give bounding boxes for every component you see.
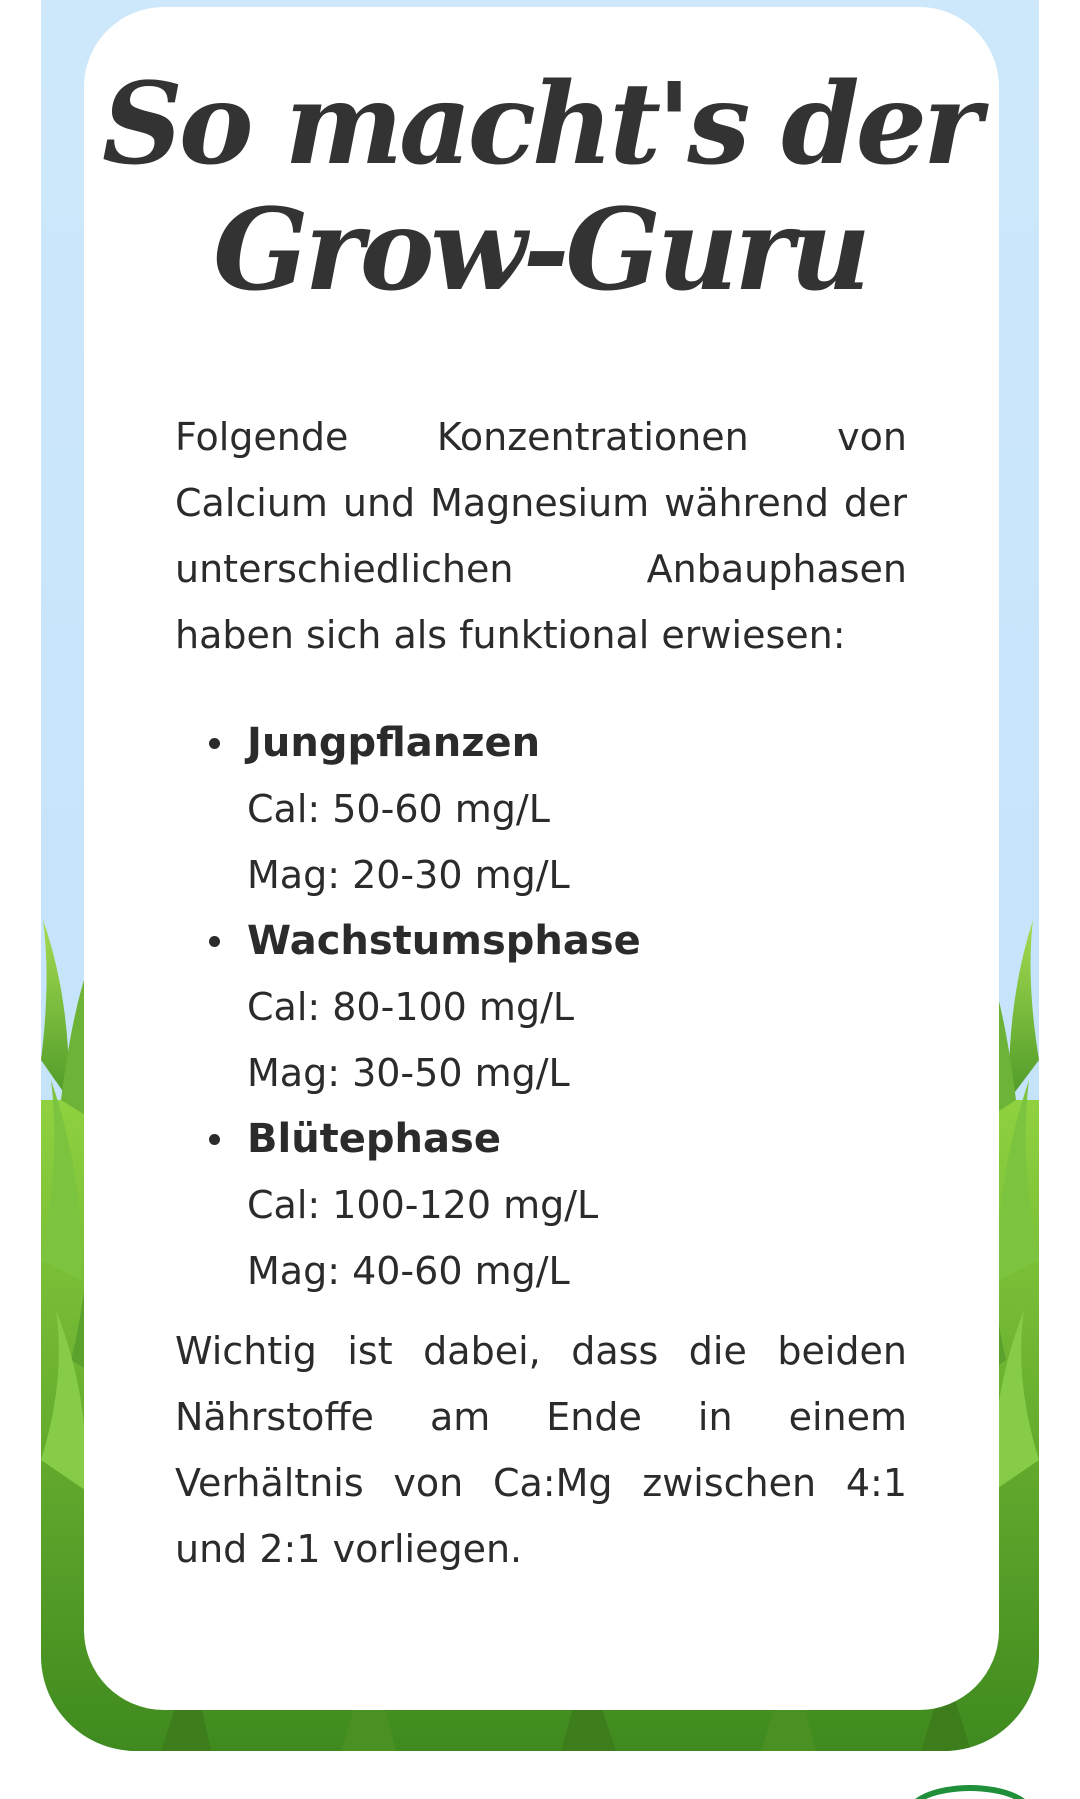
card-content xyxy=(175,404,907,1582)
phase-name: Blütephase xyxy=(247,1116,501,1162)
list-item-jungpflanzen xyxy=(247,710,907,908)
title-line-2: Grow-Guru xyxy=(213,185,867,316)
phase-list xyxy=(175,710,907,1304)
calcium-value: Cal: 80-100 mg/L xyxy=(247,985,575,1029)
magnesium-value: Mag: 40-60 mg/L xyxy=(247,1249,570,1293)
list-item-bluetephase xyxy=(247,1106,907,1304)
outro-paragraph: Wichtig ist dabei, dass die beiden Nährstoffe am Ende in einem Verhältnis von Ca:Mg zwischen 4:1 und 2:1 vorliegen. xyxy=(175,1329,907,1571)
floating-action-button[interactable] xyxy=(905,1785,1035,1799)
calcium-value: Cal: 50-60 mg/L xyxy=(247,787,550,831)
intro-paragraph: Folgende Konzentrationen von Calcium und Magnesium während der unterschiedlichen Anbauphasen haben sich als funktional erwiesen: xyxy=(175,415,907,657)
calcium-value: Cal: 100-120 mg/L xyxy=(247,1183,599,1227)
page-title xyxy=(0,59,1080,316)
magnesium-value: Mag: 30-50 mg/L xyxy=(247,1051,570,1095)
phase-name: Jungpflanzen xyxy=(247,720,541,766)
list-item-wachstumsphase xyxy=(247,908,907,1106)
title-line-1: So macht's der xyxy=(102,59,978,190)
magnesium-value: Mag: 20-30 mg/L xyxy=(247,853,570,897)
phase-name: Wachstumsphase xyxy=(247,918,641,964)
